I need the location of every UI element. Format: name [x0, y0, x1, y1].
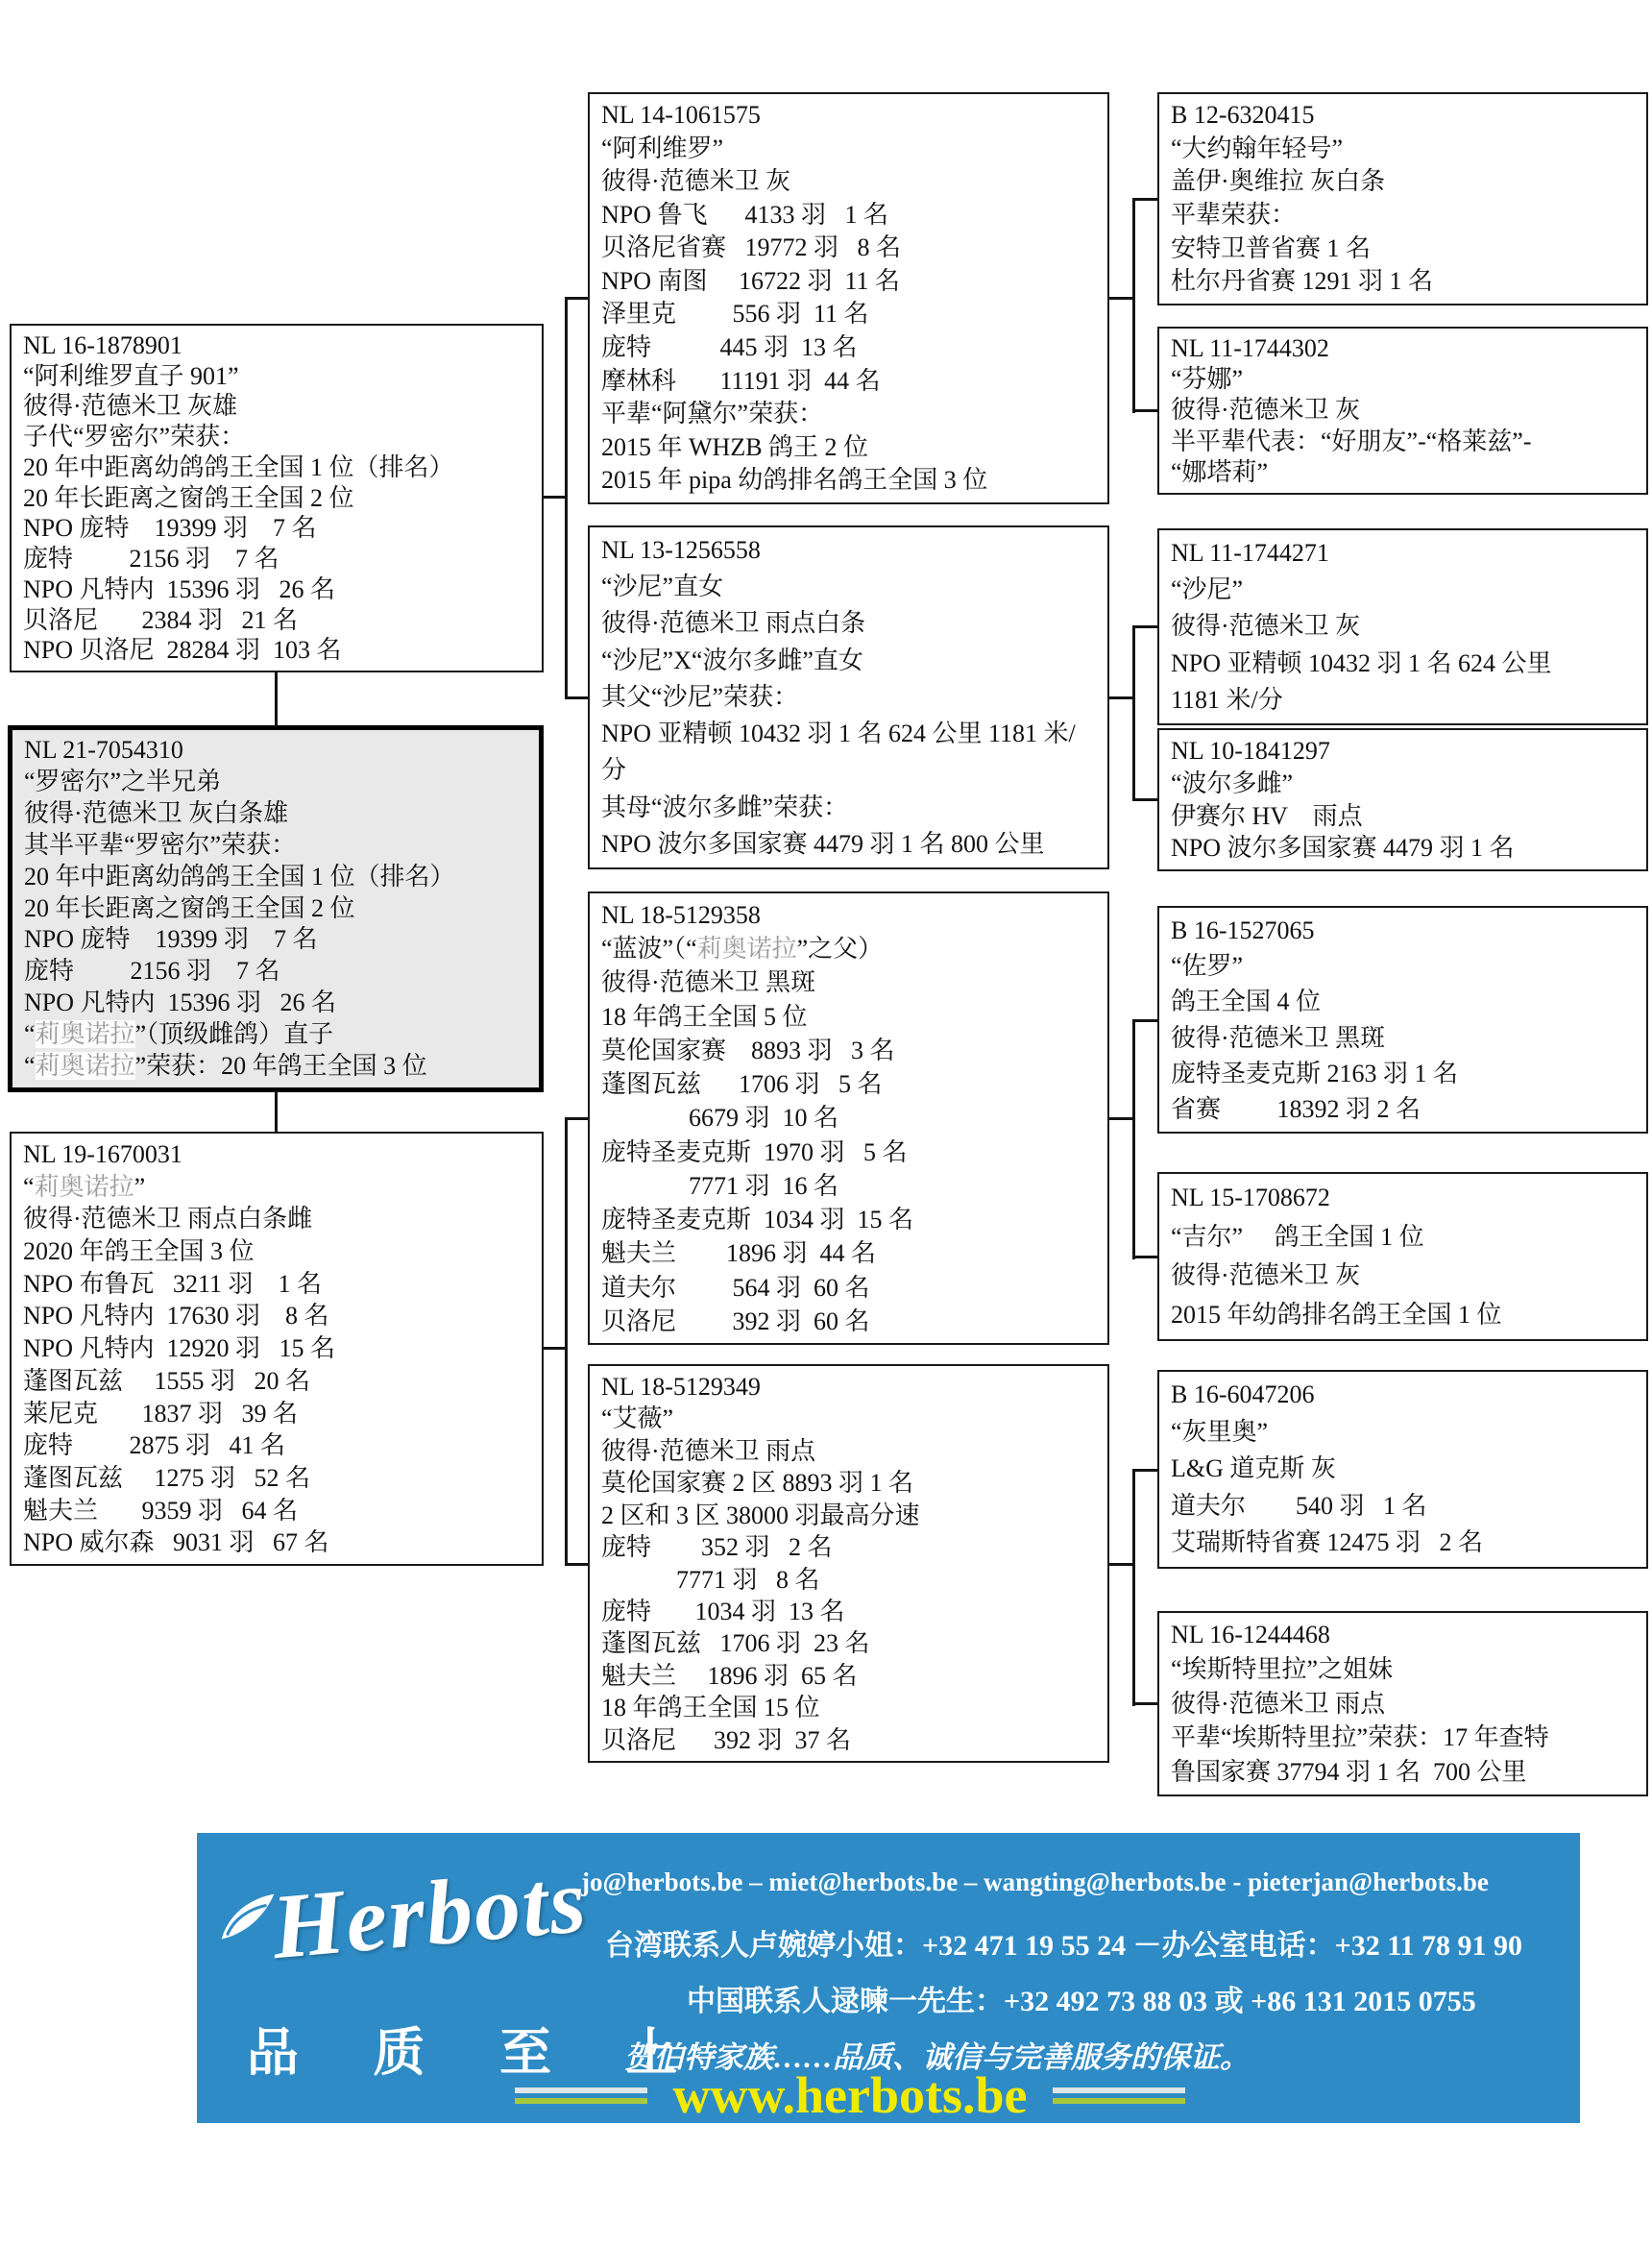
pedigree-line: NL 16-1878901: [23, 331, 182, 359]
connector-line: [565, 1117, 568, 1566]
pedigree-line: 6679 羽 10 名: [601, 1104, 839, 1133]
pedigree-line: 2 区和 3 区 38000 羽最高分速: [601, 1501, 920, 1529]
connector-line: [565, 1117, 588, 1120]
pedigree-line: 彼得·范德米卫 雨点白条雌: [23, 1205, 313, 1233]
pedigree-line: 泽里克 556 羽 11 名: [601, 300, 869, 329]
connector-line: [1132, 625, 1135, 801]
pedigree-line: NL 11-1744271: [1171, 539, 1329, 567]
pedigree-line: 彼得·范德米卫 灰: [601, 167, 791, 196]
pedigree-line: 18 年鸽王全国 15 位: [601, 1694, 820, 1722]
pedigree-line: NPO 威尔森 9031 羽 67 名: [23, 1528, 329, 1557]
pedigree-line: 莱尼克 1837 羽 39 名: [23, 1399, 299, 1428]
pedigree-line: 魁夫兰 1896 羽 44 名: [601, 1239, 877, 1268]
pedigree-line: “艾薇”: [601, 1404, 674, 1433]
pedigree-box-NL-13-1256558: [588, 525, 1109, 869]
pedigree-line: “吉尔” 鸽王全国 1 位: [1171, 1222, 1424, 1251]
pedigree-line: “埃斯特里拉”之姐妹: [1171, 1654, 1394, 1683]
pedigree-line: 庞特 2875 羽 41 名: [23, 1431, 286, 1460]
pedigree-line: 伊赛尔 HV 雨点: [1171, 801, 1363, 830]
pedigree-line: NL 16-1244468: [1171, 1621, 1330, 1648]
pedigree-line: 魁夫兰 1896 羽 65 名: [601, 1661, 858, 1690]
pedigree-line: 半平辈代表：“好朋友”-“格莱兹”-: [1171, 427, 1532, 455]
banner-tagline: 贺伯特家族……品质、诚信与完善服务的保证。: [624, 2040, 1250, 2074]
pedigree-line: 庞特 352 羽 2 名: [601, 1533, 833, 1562]
contact-taiwan: 台湾联系人卢婉婷小姐：+32 471 19 55 24 －办公室电话：+32 11 78 91 90: [605, 1930, 1523, 1962]
pedigree-line: 鸽王全国 4 位: [1171, 988, 1322, 1016]
pedigree-line: 蓬图瓦兹 1555 羽 20 名: [23, 1366, 311, 1395]
pedigree-line: 20 年中距离幼鸽鸽王全国 1 位（排名）: [23, 452, 454, 481]
pedigree-line: NPO 庞特 19399 羽 7 名: [23, 514, 317, 543]
pedigree-box-NL-10-1841297: [1157, 728, 1648, 871]
pedigree-line: 彼得·范德米卫 灰白条雄: [24, 798, 289, 827]
pedigree-box-B-16-1527065: [1157, 906, 1648, 1134]
pedigree-line: NL 18-5129358: [601, 901, 761, 929]
pedigree-box-NL-16-1244468: [1157, 1611, 1648, 1796]
pedigree-line: B 12-6320415: [1171, 101, 1315, 129]
pedigree-line: 贝洛尼 392 羽 37 名: [601, 1725, 852, 1754]
pedigree-line: NPO 波尔多国家赛 4479 羽 1 名: [1171, 834, 1515, 863]
pedigree-line: 省赛 18392 羽 2 名: [1171, 1094, 1421, 1123]
pedigree-line: 其母“波尔多雌”荣获：: [601, 793, 849, 821]
pedigree-line: 庞特圣麦克斯 1034 羽 15 名: [601, 1206, 914, 1234]
pedigree-line: NPO 亚精顿 10432 羽 1 名 624 公里: [1171, 648, 1552, 677]
pedigree-line: L&G 道克斯 灰: [1171, 1454, 1336, 1483]
pedigree-line: 18 年鸽王全国 5 位: [601, 1002, 808, 1031]
pedigree-line: 安特卫普省赛 1 名: [1171, 233, 1372, 262]
pedigree-line: 其半平辈“罗密尔”荣获：: [24, 830, 297, 859]
connector-line: [565, 297, 568, 699]
pedigree-line: NL 14-1061575: [601, 101, 761, 129]
pedigree-line: NPO 贝洛尼 28284 羽 103 名: [23, 636, 342, 665]
connector-line: [1132, 798, 1157, 801]
pedigree-line: NPO 凡特内 15396 羽 26 名: [23, 574, 336, 603]
pedigree-line: 贝洛尼 392 羽 60 名: [601, 1306, 870, 1335]
pedigree-line: NPO 亚精顿 10432 羽 1 名 624 公里 1181 米/: [601, 720, 1076, 748]
connector-line: [1132, 1019, 1157, 1022]
connector-line: [565, 696, 588, 699]
connector-line: [565, 1563, 588, 1566]
connector-line: [1132, 625, 1157, 628]
pedigree-line: 彼得·范德米卫 灰: [1171, 396, 1361, 425]
pedigree-box-NL-14-1061575: [588, 92, 1109, 504]
pedigree-line: 2015 年 WHZB 鸽王 2 位: [601, 432, 869, 461]
pedigree-line: 蓬图瓦兹 1706 羽 23 名: [601, 1629, 870, 1658]
pedigree-line: NL 13-1256558: [601, 536, 761, 564]
pedigree-line: “灰里奥”: [1171, 1417, 1269, 1446]
pedigree-line: “娜塔莉”: [1171, 457, 1269, 486]
pedigree-line: 20 年中距离幼鸽鸽王全国 1 位（排名）: [24, 862, 455, 891]
pedigree-box-NL-11-1744302: [1157, 327, 1648, 495]
connector-line: [1132, 1469, 1135, 1706]
herbots-logo: Herbots: [267, 1847, 592, 1979]
pedigree-line: NL 15-1708672: [1171, 1184, 1330, 1211]
pedigree-line: 彼得·范德米卫 雨点白条: [601, 609, 866, 638]
pedigree-line: 彼得·范德米卫 黑斑: [601, 968, 816, 997]
connector-line: [544, 1347, 567, 1350]
pedigree-line: NPO 南图 16722 羽 11 名: [601, 266, 901, 295]
pedigree-line: 2020 年鸽王全国 3 位: [23, 1237, 255, 1266]
connector-line: [1132, 198, 1157, 201]
pedigree-line: 彼得·范德米卫 雨点: [1171, 1689, 1386, 1718]
pedigree-line: B 16-6047206: [1171, 1380, 1315, 1408]
pedigree-line: 庞特圣麦克斯 2163 羽 1 名: [1171, 1059, 1459, 1087]
pedigree-line: 艾瑞斯特省赛 12475 羽 2 名: [1171, 1528, 1484, 1557]
pedigree-line: 盖伊·奥维拉 灰白条: [1171, 167, 1386, 196]
pedigree-line: 莫伦国家赛 2 区 8893 羽 1 名: [601, 1469, 914, 1498]
pedigree-line: 1181 米/分: [1171, 685, 1283, 714]
pedigree-line: NPO 波尔多国家赛 4479 羽 1 名 800 公里: [601, 829, 1045, 858]
pedigree-box-NL-18-5129349: [588, 1364, 1109, 1763]
pedigree-line: 贝洛尼省赛 19772 羽 8 名: [601, 233, 902, 262]
pedigree-line: 20 年长距离之窗鸽王全国 2 位: [24, 893, 355, 922]
pedigree-line: 7771 羽 16 名: [601, 1171, 839, 1200]
connector-line: [544, 496, 567, 499]
pedigree-line: 彼得·范德米卫 灰: [1171, 612, 1361, 641]
pedigree-box-B-16-6047206: [1157, 1370, 1648, 1569]
pedigree-line: NPO 庞特 19399 羽 7 名: [24, 925, 318, 954]
pedigree-line: 道夫尔 564 羽 60 名: [601, 1273, 870, 1302]
email-line: jo@herbots.be – miet@herbots.be – wangting@herbots.be - pieterjan@herbots.be: [581, 1868, 1489, 1896]
connector-line: [1109, 696, 1134, 699]
contact-china: 中国联系人逯暕一先生：+32 492 73 88 03 或 +86 131 2015 0755: [687, 1986, 1476, 2017]
pedigree-line: 莫伦国家赛 8893 羽 3 名: [601, 1036, 895, 1064]
pedigree-line: 彼得·范德米卫 灰雄: [23, 392, 238, 421]
connector-line: [1132, 1256, 1157, 1258]
pedigree-line: 庞特 1034 羽 13 名: [601, 1597, 845, 1625]
logo-slogan: 品 质 至 上: [247, 2024, 709, 2082]
connector-line: [1109, 1117, 1134, 1120]
pedigree-box-NL-11-1744271: [1157, 528, 1648, 725]
pedigree-line: 庞特 445 羽 13 名: [601, 333, 858, 362]
pedigree-line: “莉奥诺拉”（顶级雌鸽）直子: [24, 1020, 334, 1049]
connector-line: [1132, 409, 1157, 412]
pedigree-line: “阿利维罗直子 901”: [23, 361, 239, 390]
pedigree-line: 贝洛尼 2384 羽 21 名: [23, 605, 299, 634]
pedigree-line: 蓬图瓦兹 1275 羽 52 名: [23, 1463, 311, 1492]
pedigree-line: “阿利维罗”: [601, 134, 724, 162]
pedigree-box-B-12-6320415: [1157, 92, 1648, 305]
pedigree-line: 平辈“埃斯特里拉”荣获：17 年查特: [1171, 1723, 1549, 1752]
decor-lines-right: [1053, 2087, 1185, 2104]
pedigree-line: “莉奥诺拉”荣获：20 年鸽王全国 3 位: [24, 1052, 427, 1081]
pedigree-line: 鲁国家赛 37794 羽 1 名 700 公里: [1171, 1758, 1527, 1787]
pedigree-line: “佐罗”: [1171, 952, 1244, 981]
herbots-banner: [197, 1833, 1580, 2123]
pedigree-line: “罗密尔”之半兄弟: [24, 767, 222, 795]
pedigree-line: 庞特 2156 羽 7 名: [24, 957, 280, 986]
decor-lines-left: [515, 2087, 647, 2104]
pedigree-box-NL-16-1878901: [10, 324, 544, 672]
pedigree-line: “大约翰年轻号”: [1171, 134, 1344, 162]
pedigree-line: 2015 年幼鸽排名鸽王全国 1 位: [1171, 1300, 1502, 1329]
pedigree-line: “莉奥诺拉”: [23, 1172, 146, 1201]
pedigree-line: 杜尔丹省赛 1291 羽 1 名: [1171, 267, 1434, 296]
pedigree-line: 7771 羽 8 名: [601, 1565, 820, 1594]
pedigree-line: NL 19-1670031: [23, 1140, 182, 1168]
url-row: [351, 2066, 1349, 2123]
pedigree-line: NPO 凡特内 17630 羽 8 名: [23, 1302, 329, 1331]
pedigree-line: NPO 凡特内 15396 羽 26 名: [24, 989, 337, 1017]
pedigree-line: 2015 年 pipa 幼鸽排名鸽王全国 3 位: [601, 466, 988, 495]
pedigree-line: 彼得·范德米卫 雨点: [601, 1436, 816, 1465]
pedigree-box-NL-19-1670031: [10, 1132, 544, 1566]
connector-line: [1132, 1469, 1157, 1472]
connector-line: [275, 672, 278, 727]
pedigree-line: 摩林科 11191 羽 44 名: [601, 366, 881, 395]
connector-line: [1132, 1019, 1135, 1259]
pedigree-box-NL-15-1708672: [1157, 1172, 1648, 1341]
connector-line: [1132, 198, 1135, 413]
pedigree-line: “沙尼”: [1171, 575, 1244, 604]
pedigree-line: NPO 鲁飞 4133 羽 1 名: [601, 200, 889, 229]
pedigree-box-NL-18-5129358: [588, 891, 1109, 1345]
pedigree-line: NL 21-7054310: [24, 736, 183, 764]
pedigree-line: “波尔多雌”: [1171, 769, 1294, 797]
pedigree-line: 魁夫兰 9359 羽 64 名: [23, 1496, 299, 1525]
pedigree-line: 平辈“阿黛尔”荣获：: [601, 400, 824, 428]
pedigree-box-NL-21-7054310: [8, 725, 544, 1092]
connector-line: [275, 1090, 278, 1132]
website-url[interactable]: www.herbots.be: [672, 2066, 1028, 2123]
pedigree-line: “沙尼”X“波尔多雌”直女: [601, 646, 863, 674]
connector-line: [1109, 1563, 1134, 1566]
connector-line: [565, 297, 588, 300]
pedigree-line: 庞特 2156 羽 7 名: [23, 545, 279, 574]
pedigree-line: 道夫尔 540 羽 1 名: [1171, 1491, 1427, 1520]
connector-line: [1109, 297, 1134, 300]
pedigree-line: 平辈荣获：: [1171, 201, 1297, 230]
pedigree-line: NPO 凡特内 12920 羽 15 名: [23, 1334, 336, 1363]
pedigree-line: NL 18-5129349: [601, 1373, 761, 1401]
pedigree-line: 蓬图瓦兹 1706 羽 5 名: [601, 1070, 883, 1099]
pedigree-line: 子代“罗密尔”荣获：: [23, 423, 246, 452]
pedigree-line: 庞特圣麦克斯 1970 羽 5 名: [601, 1137, 908, 1166]
connector-line: [1132, 1702, 1157, 1705]
pedigree-line: NL 11-1744302: [1171, 334, 1329, 362]
pedigree-line: NPO 布鲁瓦 3211 羽 1 名: [23, 1269, 323, 1298]
pedigree-line: 其父“沙尼”荣获：: [601, 682, 799, 711]
pedigree-line: “芬娜”: [1171, 365, 1244, 394]
pedigree-line: 彼得·范德米卫 黑斑: [1171, 1023, 1386, 1052]
pedigree-line: “蓝波”（“莉奥诺拉”之父）: [601, 935, 884, 964]
pedigree-line: B 16-1527065: [1171, 916, 1315, 944]
pedigree-line: 彼得·范德米卫 灰: [1171, 1261, 1361, 1289]
pedigree-line: “沙尼”直女: [601, 573, 724, 601]
pedigree-line: 20 年长距离之窗鸽王全国 2 位: [23, 483, 354, 512]
pedigree-line: 分: [601, 756, 627, 785]
pedigree-line: NL 10-1841297: [1171, 737, 1330, 765]
